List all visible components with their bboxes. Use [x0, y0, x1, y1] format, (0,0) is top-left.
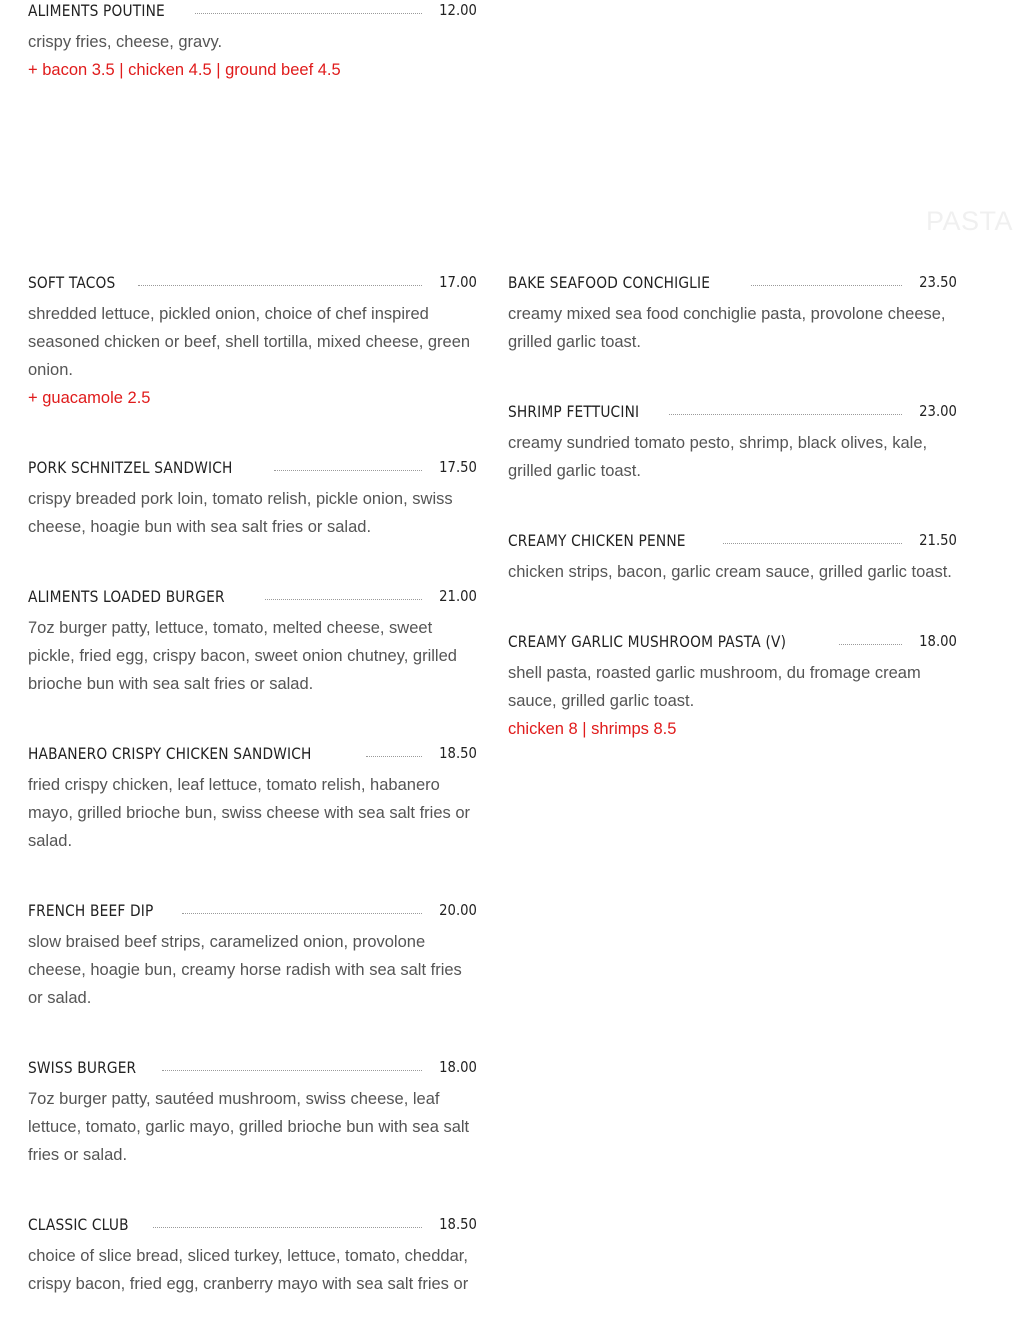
menu-item — [28, 576, 477, 698]
menu-item-name: HABANERO CRISPY CHICKEN SANDWICH — [28, 743, 312, 763]
menu-item — [28, 890, 477, 1012]
dotted-leader — [162, 1070, 422, 1071]
menu-item-description: slow braised beef strips, caramelized onion, provolone cheese, hoagie bun, creamy horse radish with sea salt fries or salad. — [28, 933, 462, 1007]
menu-item — [28, 262, 477, 412]
menu-item-price: 23.50 — [919, 273, 957, 291]
menu-item-header — [28, 733, 477, 773]
menu-item-header — [28, 1047, 477, 1087]
dotted-leader — [138, 285, 422, 286]
menu-item-description: shell pasta, roasted garlic mushroom, du fromage cream sauce, grilled garlic toast. — [508, 664, 921, 710]
menu-item-header — [508, 391, 957, 431]
dotted-leader — [182, 913, 422, 914]
menu-item — [28, 1047, 477, 1169]
menu-item-price: 21.50 — [919, 531, 957, 549]
menu-item-name: CREAMY CHICKEN PENNE — [508, 530, 686, 550]
menu-item-name: FRENCH BEEF DIP — [28, 900, 154, 920]
menu-item-header — [28, 447, 477, 487]
menu-item-header — [28, 576, 477, 616]
menu-column-left — [28, 262, 477, 1333]
menu-item-aliments-poutine — [28, 0, 477, 84]
menu-item-header — [508, 262, 957, 302]
menu-item-name: BAKE SEAFOOD CONCHIGLIE — [508, 272, 711, 292]
menu-item — [28, 733, 477, 855]
menu-item-header — [28, 0, 477, 30]
menu-item-description: crispy fries, cheese, gravy. — [28, 33, 223, 51]
menu-item-header — [508, 520, 957, 560]
menu-item-price: 18.00 — [439, 1058, 477, 1076]
menu-item-description: fried crispy chicken, leaf lettuce, tomato relish, habanero mayo, grilled brioche bun, swiss cheese with sea salt fries or salad. — [28, 776, 471, 850]
menu-column-right — [508, 262, 957, 778]
dotted-leader — [723, 543, 902, 544]
menu-item-name: SOFT TACOS — [28, 272, 116, 292]
menu-item-name: SWISS BURGER — [28, 1057, 137, 1077]
menu-item-description: 7oz burger patty, lettuce, tomato, melted cheese, sweet pickle, fried egg, crispy bacon, sweet onion chutney, grilled brioche bun with sea salt fries or salad. — [28, 619, 457, 693]
menu-item-price: 12.00 — [439, 1, 477, 19]
menu-item-price: 17.50 — [439, 458, 477, 476]
menu-item-header — [508, 621, 957, 661]
menu-item-name: ALIMENTS LOADED BURGER — [28, 586, 225, 606]
menu-item-addon: + bacon 3.5 | chicken 4.5 | ground beef 4.5 — [28, 61, 341, 79]
dotted-leader — [366, 756, 422, 757]
menu-item-price: 18.00 — [919, 632, 957, 650]
section-title-pasta: PASTA — [926, 206, 1014, 236]
menu-item-header — [28, 890, 477, 930]
menu-item-name: CREAMY GARLIC MUSHROOM PASTA (V) — [508, 631, 787, 651]
menu-item-name: PORK SCHNITZEL SANDWICH — [28, 457, 233, 477]
menu-item-description: creamy sundried tomato pesto, shrimp, black olives, kale, grilled garlic toast. — [508, 434, 928, 480]
menu-item-price: 23.00 — [919, 402, 957, 420]
menu-item-name: ALIMENTS POUTINE — [28, 0, 165, 20]
dotted-leader — [195, 13, 422, 14]
menu-item-addon: + guacamole 2.5 — [28, 389, 151, 407]
dotted-leader — [751, 285, 902, 286]
menu-item-price: 20.00 — [439, 901, 477, 919]
menu-item — [508, 621, 957, 743]
dotted-leader — [274, 470, 422, 471]
menu-item — [508, 262, 957, 356]
menu-item-name: CLASSIC CLUB — [28, 1214, 129, 1234]
menu-item — [28, 1204, 477, 1298]
menu-item — [508, 520, 957, 586]
menu-item-description: choice of slice bread, sliced turkey, lettuce, tomato, cheddar, crispy bacon, fried egg, cranberry mayo with sea salt fries or — [28, 1247, 469, 1293]
dotted-leader — [669, 414, 902, 415]
menu-item-description: chicken strips, bacon, garlic cream sauce, grilled garlic toast. — [508, 563, 952, 581]
menu-item-description: shredded lettuce, pickled onion, choice of chef inspired seasoned chicken or beef, shell tortilla, mixed cheese, green onion. — [28, 305, 471, 379]
dotted-leader — [265, 599, 422, 600]
menu-item — [28, 447, 477, 541]
menu-item-name: SHRIMP FETTUCINI — [508, 401, 640, 421]
menu-item-header — [28, 262, 477, 302]
menu-item-price: 21.00 — [439, 587, 477, 605]
menu-item-price: 18.50 — [439, 1215, 477, 1233]
menu-item-addon: chicken 8 | shrimps 8.5 — [508, 720, 677, 738]
menu-item — [508, 391, 957, 485]
menu-item-price: 18.50 — [439, 744, 477, 762]
menu-item-description: creamy mixed sea food conchiglie pasta, provolone cheese, grilled garlic toast. — [508, 305, 946, 351]
menu-item-header — [28, 1204, 477, 1244]
dotted-leader — [153, 1227, 422, 1228]
menu-item-description: crispy breaded pork loin, tomato relish, pickle onion, swiss cheese, hoagie bun with sea salt fries or salad. — [28, 490, 453, 536]
dotted-leader — [839, 644, 902, 645]
menu-item-price: 17.00 — [439, 273, 477, 291]
menu-item-description: 7oz burger patty, sautéed mushroom, swiss cheese, leaf lettuce, tomato, garlic mayo, grilled brioche bun with sea salt fries or salad. — [28, 1090, 470, 1164]
